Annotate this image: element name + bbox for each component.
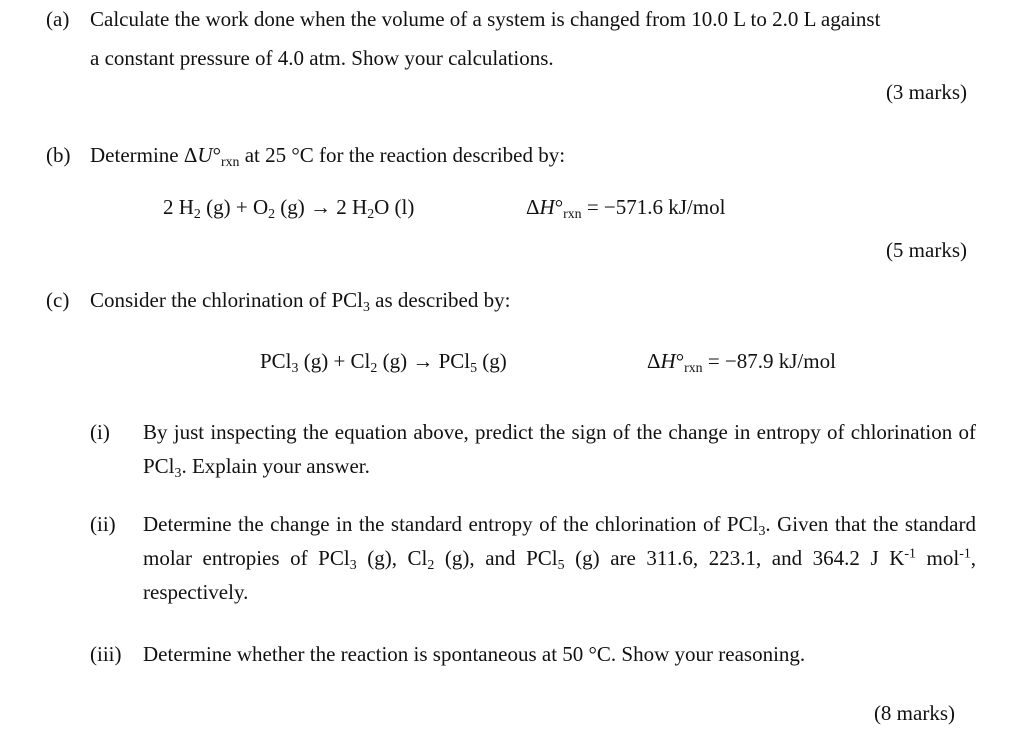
part-b-label: (b)	[46, 143, 71, 167]
part-c-i-label: (i)	[90, 420, 110, 444]
part-c-iii-text: Determine whether the reaction is spontaneous at 50 °C. Show your reasoning.	[143, 642, 806, 666]
part-a-label: (a)	[46, 7, 70, 31]
part-a-question-line1: Calculate the work done when the volume of a system is changed from 10.0 L to 2.0 L against	[90, 7, 881, 31]
part-c-enthalpy: $\Delta H^\circ_{rxn} = -87.9$ kJ/mol	[647, 349, 836, 375]
part-b-equation: 2 $H_2$ $(g) + O_2$ (g) → 2 $H_2O$ (l)	[163, 195, 415, 221]
part-c-equation: PCl$_3$ $(g) + Cl_2$ (g) → PCl$_5$ (g)	[260, 349, 507, 375]
part-b-question: Determine $\Delta U^\circ_{rxn}$ at 25 °C for the reaction described by:	[90, 143, 566, 169]
part-c-i-text: By just inspecting the equation above, predict the sign of the change in entropy of chlorination of PCl$_3$. Explain your answer.	[143, 420, 976, 480]
part-b-enthalpy: $\Delta H^\circ_{rxn} = -571.6$ kJ/mol	[526, 195, 726, 221]
part-b-marks: (5 marks)	[885, 238, 967, 262]
part-c-iii-label: (iii)	[90, 642, 122, 666]
part-c-intro: Consider the chlorination of PCl$_3$ as described by:	[90, 288, 511, 314]
part-c-label: (c)	[46, 288, 70, 312]
part-c-ii-label: (ii)	[90, 512, 116, 536]
part-a-question-line2: a constant pressure of 4.0 atm. Show your calculations.	[90, 46, 554, 70]
part-a-marks: (3 marks)	[885, 80, 967, 104]
part-c-ii-text: Determine the change in the standard entropy of the chlorination of PCl$_3$. Given that the standard molar entropies of PCl$_3$ (g), $Cl_2$ (g), and PCl$_5$ (g) are 311.6, 223.1, and 364.2 J $K^{-1}$ mol$^{-1}$, respectively.	[143, 512, 977, 604]
part-c-marks: (8 marks)	[873, 701, 955, 725]
